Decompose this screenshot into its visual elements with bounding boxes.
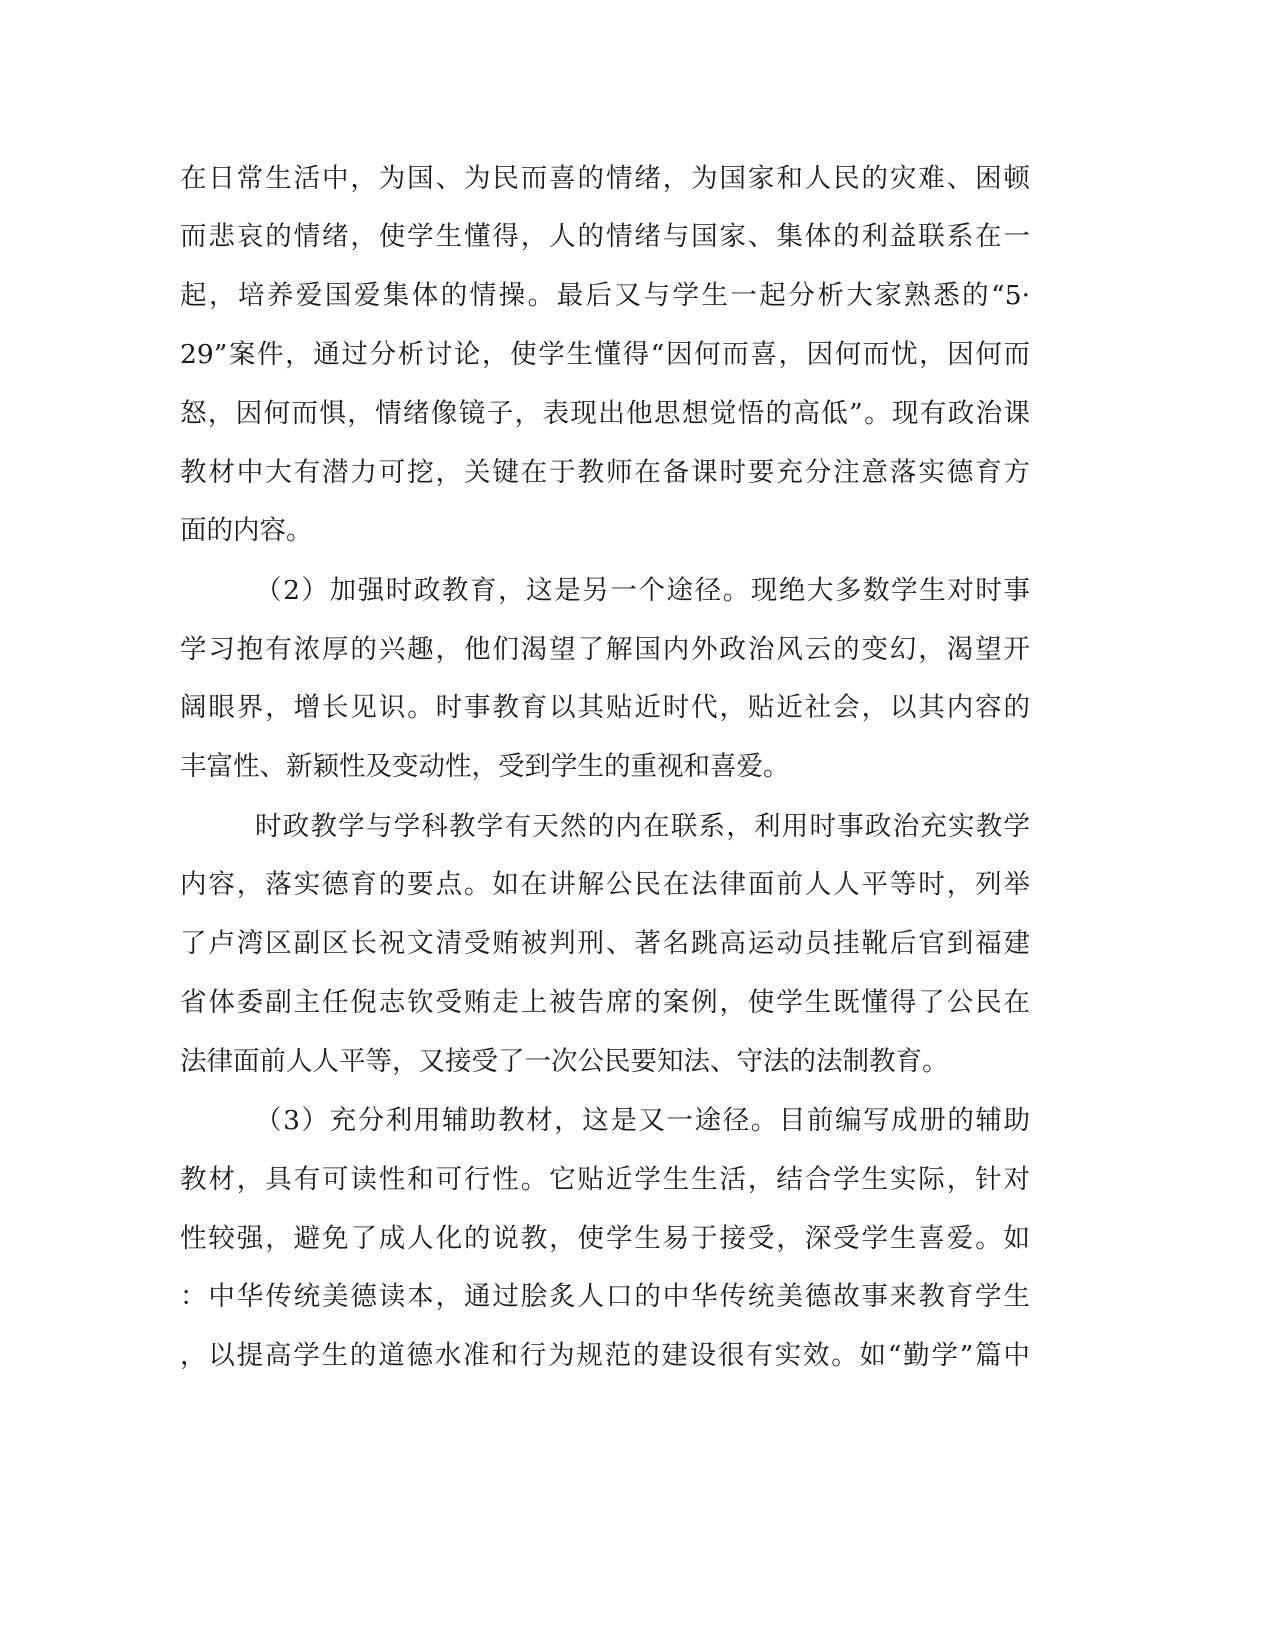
paragraph-2-line-2: 学习抱有浓厚的兴趣，他们渴望了解国内外政治风云的变幻，渴望开 <box>180 634 1030 665</box>
paragraph-3-line-1: 时政教学与学科教学有天然的内在联系，利用时事政治充实教学 <box>255 811 1030 842</box>
paragraph-4-line-1: （3）充分利用辅助教材，这是又一途径。目前编写成册的辅助 <box>255 1105 1030 1136</box>
paragraph-4-line-5: ，以提高学生的道德水准和行为规范的建设很有实效。如“勤学”篇中 <box>180 1340 1030 1371</box>
paragraph-3-line-3: 了卢湾区副区长祝文清受贿被判刑、著名跳高运动员挂靴后官到福建 <box>180 928 1030 959</box>
paragraph-2-line-4: 丰富性、新颖性及变动性，受到学生的重视和喜爱。 <box>180 751 790 782</box>
paragraph-4-line-2: 教材，具有可读性和可行性。它贴近学生生活，结合学生实际，针对 <box>180 1164 1030 1195</box>
paragraph-4-line-3: 性较强，避免了成人化的说教，使学生易于接受，深受学生喜爱。如 <box>180 1223 1030 1254</box>
paragraph-4-line-4: ：中华传统美德读本，通过脍炙人口的中华传统美德故事来教育学生 <box>180 1281 1030 1312</box>
paragraph-1-line-3: 起，培养爱国爱集体的情操。最后又与学生一起分析大家熟悉的“5· <box>180 280 1030 311</box>
paragraph-3-line-2: 内容，落实德育的要点。如在讲解公民在法律面前人人平等时，列举 <box>180 869 1030 900</box>
paragraph-1-line-2: 而悲哀的情绪，使学生懂得，人的情绪与国家、集体的利益联系在一 <box>180 221 1030 252</box>
paragraph-3-line-5: 法律面前人人平等，又接受了一次公民要知法、守法的法制教育。 <box>180 1046 949 1077</box>
paragraph-2-line-1: （2）加强时政教育，这是另一个途径。现绝大多数学生对时事 <box>255 575 1030 606</box>
paragraph-1-line-4: 29”案件，通过分析讨论，使学生懂得“因何而喜，因何而忧，因何而 <box>180 339 1030 370</box>
paragraph-1-line-5: 怒，因何而惧，情绪像镜子，表现出他思想觉悟的高低”。现有政治课 <box>180 398 1030 429</box>
paragraph-1-line-1: 在日常生活中，为国、为民而喜的情绪，为国家和人民的灾难、困顿 <box>180 163 1030 194</box>
paragraph-3-line-4: 省体委副主任倪志钦受贿走上被告席的案例，使学生既懂得了公民在 <box>180 987 1030 1018</box>
paragraph-2-line-3: 阔眼界，增长见识。时事教育以其贴近时代，贴近社会，以其内容的 <box>180 692 1030 723</box>
paragraph-1-line-6: 教材中大有潜力可挖，关键在于教师在备课时要充分注意落实德育方 <box>180 457 1030 488</box>
paragraph-1-line-7: 面的内容。 <box>180 515 313 546</box>
